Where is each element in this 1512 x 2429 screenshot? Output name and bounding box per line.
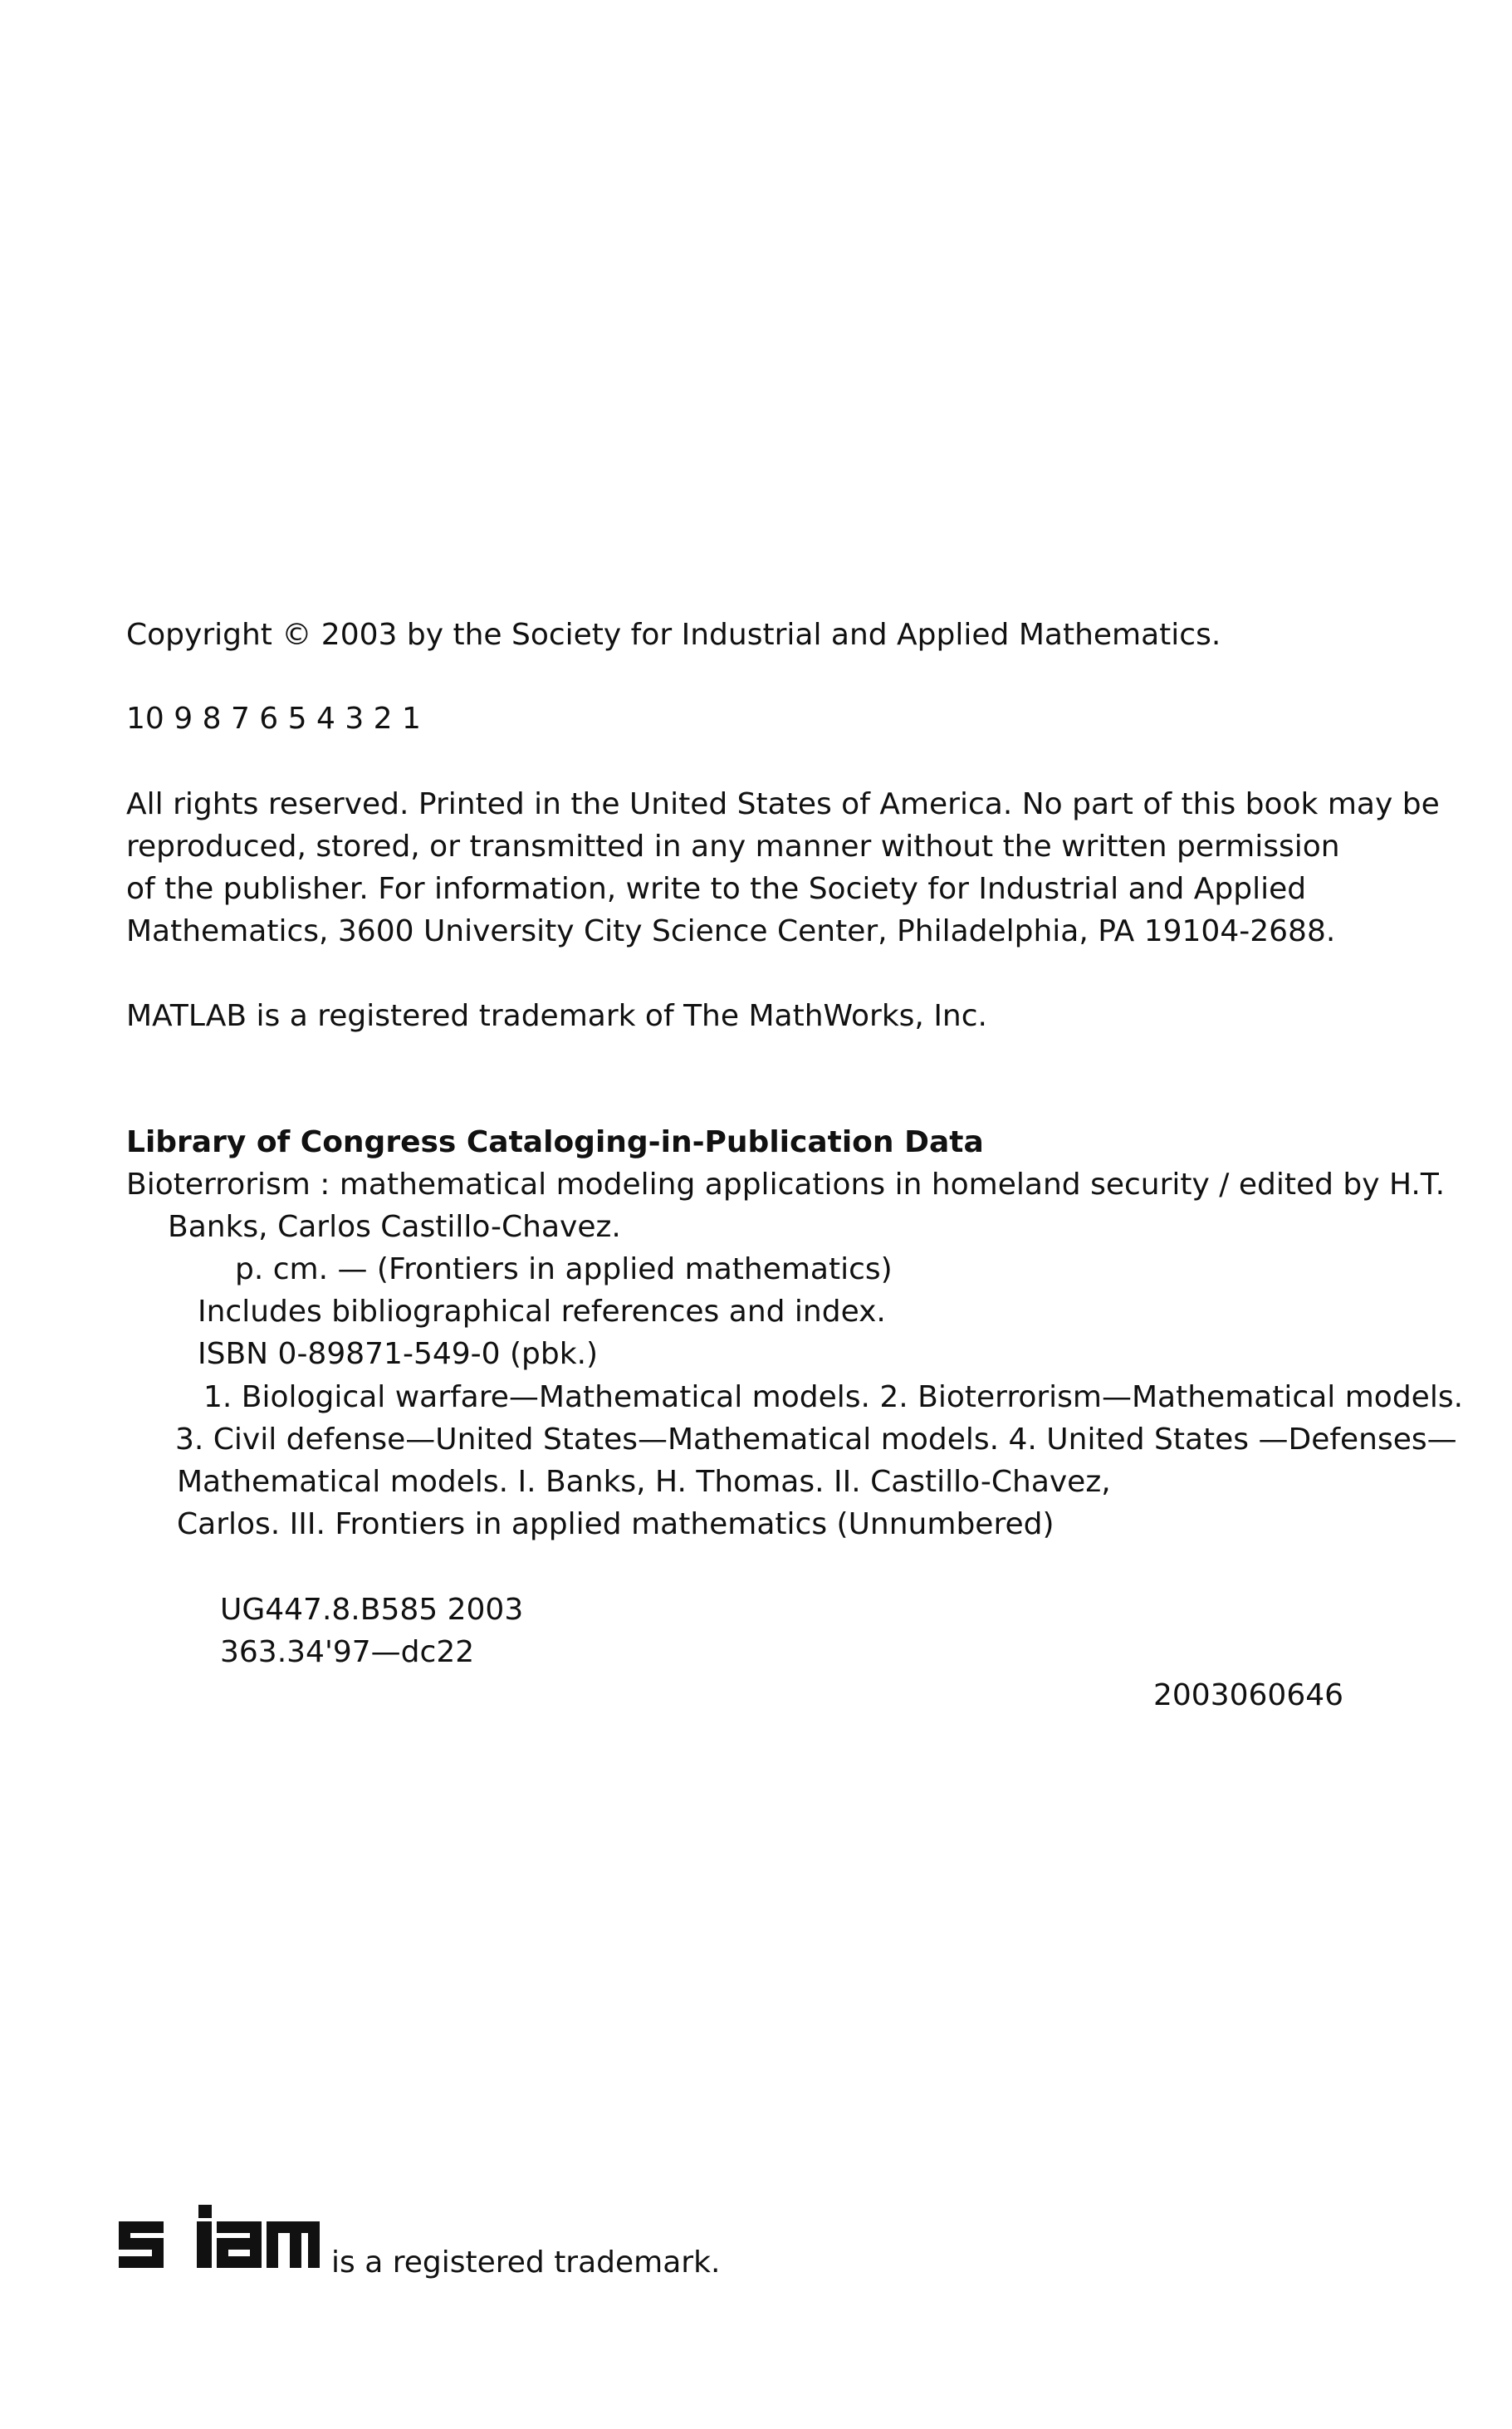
cataloging-line-2: Banks, Carlos Castillo-Chavez.	[168, 1210, 621, 1244]
rights-line-1: All rights reserved. Printed in the United States of America. No part of this book may be	[126, 787, 1440, 821]
matlab-trademark-note: MATLAB is a registered trademark of The MathWorks, Inc.	[126, 999, 987, 1033]
printing-numbers: 10 9 8 7 6 5 4 3 2 1	[126, 702, 421, 736]
cataloging-line-1: Bioterrorism : mathematical modeling applications in homeland security / edited by H.T.	[126, 1168, 1446, 1202]
copyright-line: Copyright © 2003 by the Society for Industrial and Applied Mathematics.	[126, 618, 1221, 652]
cataloging-line-4: Includes bibliographical references and index.	[198, 1295, 886, 1329]
cataloging-line-6: 1. Biological warfare—Mathematical models. 2. Bioterrorism—Mathematical models.	[203, 1380, 1464, 1414]
control-number: 2003060646	[1153, 1678, 1344, 1712]
rights-line-3: of the publisher. For information, write to the Society for Industrial and Applied	[126, 872, 1307, 906]
siam-logo	[119, 2205, 325, 2271]
cataloging-heading: Library of Congress Cataloging-in-Publication Data	[126, 1125, 984, 1159]
cataloging-line-7: 3. Civil defense—United States—Mathematical models. 4. United States —Defenses—	[175, 1423, 1457, 1457]
cataloging-line-8: Mathematical models. I. Banks, H. Thomas. II. Castillo-Chavez,	[177, 1465, 1111, 1499]
classification-line-2: 363.34'97—dc22	[220, 1635, 475, 1669]
rights-line-4: Mathematics, 3600 University City Science Center, Philadelphia, PA 19104-2688.	[126, 914, 1336, 948]
rights-line-2: reproduced, stored, or transmitted in any manner without the written permission	[126, 830, 1340, 864]
siam-trademark-note: is a registered trademark.	[331, 2245, 721, 2280]
cataloging-line-3: p. cm. — (Frontiers in applied mathematics)	[235, 1252, 893, 1286]
cataloging-line-5: ISBN 0-89871-549-0 (pbk.)	[198, 1337, 599, 1371]
cataloging-line-9: Carlos. III. Frontiers in applied mathematics (Unnumbered)	[177, 1507, 1054, 1541]
classification-line-1: UG447.8.B585 2003	[220, 1593, 524, 1627]
